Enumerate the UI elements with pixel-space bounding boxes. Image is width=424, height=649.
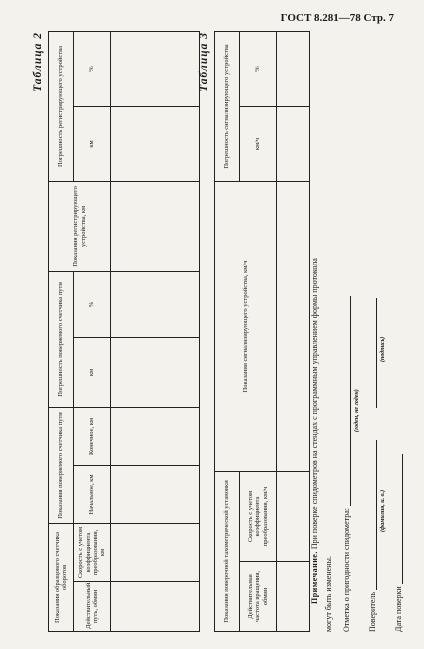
date-label: Дата поверки bbox=[394, 586, 403, 632]
fitness-caption: (годен, не годен) bbox=[354, 389, 360, 432]
note-text-1: При поверке спидометров на стендах с программным управлением формы протокола bbox=[310, 258, 319, 552]
table-2-sub-start: Начальное, км bbox=[74, 465, 111, 523]
table-2-sub-end: Конечное, км bbox=[74, 407, 111, 465]
table-2-empty-cell bbox=[111, 407, 200, 465]
verifier-name-underline bbox=[376, 440, 377, 590]
table-2-sub-pct: % bbox=[74, 271, 111, 337]
table-2-empty-cell bbox=[111, 465, 200, 523]
table-2-header-error-recorder: Погрешность регистрирующего устройства bbox=[49, 31, 74, 181]
date-line bbox=[394, 454, 403, 632]
table-2-sub-speed: Скорость с учетом коэффициента преобразования, км bbox=[74, 523, 111, 581]
table-3-empty-cell bbox=[277, 181, 310, 471]
table-3-empty-cell bbox=[277, 31, 310, 106]
verifier-label: Поверитель bbox=[368, 591, 377, 632]
verifier-sign-underline bbox=[376, 298, 377, 408]
table-3-empty-cell bbox=[277, 562, 310, 632]
table-2-sub-actual-path: Действительный путь, обмин bbox=[74, 582, 111, 632]
table-2 bbox=[48, 31, 200, 632]
table-2-empty-cell bbox=[111, 181, 200, 271]
table-2-empty-cell bbox=[111, 523, 200, 581]
table-3-sub-pct: % bbox=[240, 31, 277, 106]
note-text-2: могут быть изменены. bbox=[324, 556, 333, 632]
table-3-title: Таблица 3 bbox=[198, 32, 210, 92]
verifier-caption-sign: (подпись) bbox=[380, 336, 386, 362]
table-3-header-tacho: Показания поверочной тахометрической установки bbox=[215, 471, 240, 631]
table-3-sub-speed: Скорость с учетом коэффициента преобразования, км/ч bbox=[240, 471, 277, 561]
table-2-empty-cell bbox=[111, 582, 200, 632]
fitness-label: Отметка о пригодности спидометра: bbox=[342, 507, 351, 632]
note bbox=[310, 258, 319, 604]
table-3-header-error-signal: Погрешность сигнализирующего устройства bbox=[215, 31, 240, 181]
table-2-empty-cell bbox=[111, 106, 200, 181]
table-2-empty-cell bbox=[111, 271, 200, 337]
page-header: ГОСТ 8.281—78 Стр. 7 bbox=[280, 12, 394, 24]
table-2-sub-km: км bbox=[74, 337, 111, 407]
fitness-line bbox=[342, 296, 351, 632]
verifier-caption-name: (фамилия, и. о.) bbox=[380, 489, 386, 532]
table-2-header-error-counter: Погрешность поверяемого счетчика пути bbox=[49, 271, 74, 407]
date-underline bbox=[402, 454, 403, 584]
table-2-header-ref: Показания образцового счетчика оборотов bbox=[49, 523, 74, 631]
table-3-sub-freq: Действительная частота вращения, обмин bbox=[240, 562, 277, 632]
note-label: Примечание. bbox=[310, 551, 319, 604]
table-2-header-counter: Показания поверяемого счетчика пути bbox=[49, 407, 74, 523]
table-3-header-signal: Показания сигнализирующего устройства, км/ч bbox=[215, 181, 277, 471]
table-2-header-recorder: Показания регистрирующего устройства, км bbox=[49, 181, 111, 271]
table-2-sub-pct-2: % bbox=[74, 31, 111, 106]
table-2-empty-cell bbox=[111, 31, 200, 106]
table-2-title: Таблица 2 bbox=[32, 32, 44, 92]
table-3-sub-kmh: км/ч bbox=[240, 106, 277, 181]
table-3 bbox=[214, 31, 310, 632]
table-2-sub-km-2: км bbox=[74, 106, 111, 181]
verifier-line bbox=[368, 298, 377, 632]
rotated-content bbox=[32, 32, 403, 632]
table-2-empty-cell bbox=[111, 337, 200, 407]
fitness-underline bbox=[350, 296, 351, 506]
table-3-empty-cell bbox=[277, 106, 310, 181]
table-3-empty-cell bbox=[277, 471, 310, 561]
